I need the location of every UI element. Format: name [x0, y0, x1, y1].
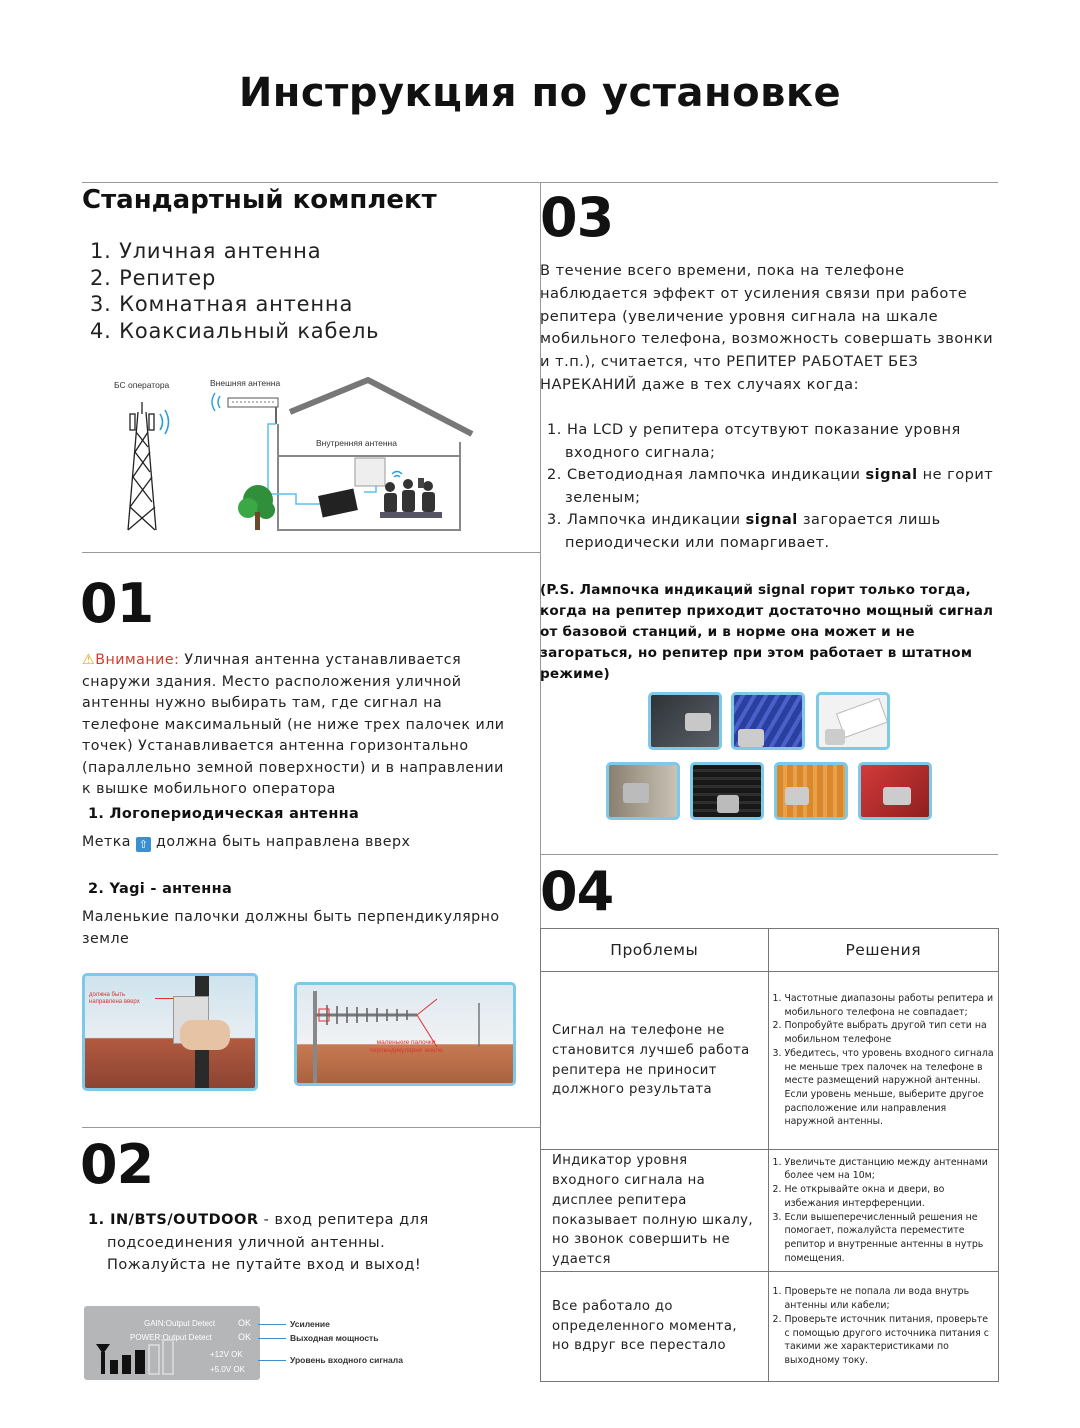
table-header-row	[541, 929, 999, 972]
callout-line	[258, 1360, 286, 1361]
table-row	[541, 1150, 999, 1272]
list-item: 2. Светодиодная лампочка индикации signal не горит зеленым;	[547, 467, 994, 506]
problem-cell: Сигнал на телефоне не становится лучшеб работа репитера не приносит должного результата	[541, 972, 769, 1150]
yagi-heading: 2. Yagi - антенна	[88, 881, 233, 897]
section-03-ps: (P.S. Лампочка индикаций signal горит только тогда, когда на репитер приходит достаточно мощный сигнал от базовой станций, и в норме она может и не загораться, но репитер при этом работает в штатном режиме)	[540, 582, 994, 682]
column-header-problems: Проблемы	[541, 929, 769, 972]
signal-waves-icon	[212, 393, 220, 411]
page-title: Инструкция по установке	[238, 70, 842, 116]
callout-line	[258, 1324, 286, 1325]
signal-bars-icon	[92, 1338, 202, 1376]
warning-icon: ⚠	[82, 652, 96, 668]
logperiodic-heading: 1. Логопериодическая антенна	[88, 806, 360, 822]
gain-ok: OK	[238, 1318, 252, 1328]
list-item: 2. Репитер	[90, 265, 217, 290]
outdoor-antenna-label: Внешняя антенна	[210, 378, 281, 388]
section-01-number: 01	[80, 572, 154, 635]
solution-cell: 1. Частотные диапазоны работы репитера и мобильного телефона не совпадает; 2. Попробуйте выбрать другой тип сети на мобильном телефоне 3. Убедитесь, что уровень входного сигнала не меньше трех палочек на телефоне в месте размещений наружной антенны. Если уровень меньше, выберите другое расположение или направления наружной антенны.	[768, 972, 998, 1150]
solution-cell: 1. Увеличьте дистанцию между антеннами более чем на 10м; 2. Не открывайте окна и двери, во избежания интерференции. 3. Если вышеперечисленный решения не помогает, пожалуйста переместите репитор и внутренные антенны в нутрь помещения.	[768, 1150, 998, 1272]
kit-list	[90, 238, 379, 344]
column-header-solutions: Решения	[768, 929, 998, 972]
gain-label: GAIN:Output Detect	[144, 1319, 216, 1328]
section-02-number: 02	[80, 1133, 154, 1196]
yagi-photo	[294, 982, 516, 1086]
section-03-list	[547, 419, 999, 554]
indoor-antenna-icon	[355, 458, 385, 486]
list-item: 3. Лампочка индикации signal загорается лишь периодически или помаргивает.	[547, 512, 941, 551]
section-03-number: 03	[540, 186, 614, 249]
list-item: 3. Комнатная антенна	[90, 292, 354, 316]
arrow-up-icon: ⇧	[136, 837, 151, 852]
yagi-text: Маленькие палочки должны быть перпендикулярно земле	[82, 909, 500, 947]
yagi-photo-label: маленькие палочки перпендикулярно земле	[369, 1039, 443, 1054]
divider-left-1	[82, 552, 540, 553]
tower-icon	[128, 402, 156, 530]
repeater-icon	[318, 488, 358, 517]
voltage-5: +5.0V OK	[210, 1365, 245, 1374]
callout-power: Выходная мощность	[290, 1333, 379, 1343]
repeater-photo	[690, 762, 764, 820]
solution-cell: 1. Проверьте не попала ли вода внутрь антенны или кабели; 2. Проверьте источник питания, проверьте с помощью другого источника питания с такими же характеристиками по выходному току.	[768, 1272, 998, 1382]
divider-right-1	[540, 854, 998, 855]
callout-line	[258, 1338, 286, 1339]
divider-left-2	[82, 1127, 540, 1128]
callout-gain: Усиление	[290, 1319, 330, 1329]
section-03-intro: В течение всего времени, пока на телефоне наблюдается эффект от усиления связи при работе репитера (увеличение уровня сигнала на шкале мобильного телефона, возможность совершать звонки и т.п.), считается, что РЕПИТЕР РАБОТАЕТ БЕЗ НАРЕКАНИЙ даже в тех случаях когда:	[540, 262, 994, 393]
repeater-photo	[606, 762, 680, 820]
power-label: POWER:Output Detect	[130, 1333, 212, 1342]
wifi-icon	[392, 472, 402, 478]
list-item: 1. Уличная антенна	[90, 239, 322, 263]
installation-diagram	[100, 372, 490, 537]
list-item: 1. На LCD у репитера отсутвуют показание уровня входного сигнала;	[547, 422, 961, 461]
list-item: 4. Коаксиальный кабель	[90, 318, 380, 343]
signal-waves-icon	[160, 410, 169, 434]
section-01-text	[82, 650, 512, 801]
logperiodic-photo-label: должна быть направлена вверх	[89, 992, 140, 1005]
power-ok: OK	[238, 1332, 252, 1342]
problem-cell: Все работало до определенного момента, но вдруг все перестало	[541, 1272, 769, 1382]
troubleshooting-table	[540, 928, 999, 1382]
kit-title: Стандартный комплект	[82, 185, 437, 215]
indoor-antenna-label: Внутренняя антенна	[316, 438, 397, 448]
warning-text: Уличная антенна устанавливается снаружи здания. Место расположения уличной антенны нужно выбирать там, где сигнал на телефоне максимальный (не ниже трех палочек или точек) Устанавливается антенна горизонтально (параллельно земной поверхности) и в направлении к вышке мобильного оператора	[82, 652, 505, 797]
table-row	[541, 972, 999, 1150]
outdoor-antenna-icon	[228, 398, 278, 424]
logperiodic-text: Метка ⇧ должна быть направлена вверх	[82, 834, 411, 851]
section-04-number: 04	[540, 860, 614, 923]
voltage-12: +12V OK	[210, 1350, 243, 1359]
problem-cell: Индикатор уровня входного сигнала на дисплее репитера показывает полную шкалу, но звонок совершить не удается	[541, 1150, 769, 1272]
tree-icon	[238, 485, 275, 530]
people-icon	[380, 479, 442, 518]
house-icon	[278, 380, 472, 530]
repeater-photo	[816, 692, 890, 750]
repeater-photo	[731, 692, 805, 750]
repeater-photo	[774, 762, 848, 820]
section-02-text: 1. IN/BTS/OUTDOOR - вход репитера для подсоединения уличной антенны. Пожалуйста не путайте вход и выход!	[88, 1212, 429, 1273]
repeater-photo	[648, 692, 722, 750]
phone-icon	[418, 478, 424, 488]
table-row	[541, 1272, 999, 1382]
warning-label: Внимание:	[95, 652, 180, 668]
bs-label: БС оператора	[114, 380, 170, 390]
logperiodic-photo	[82, 973, 258, 1091]
repeater-photo	[858, 762, 932, 820]
callout-signal: Уровень входного сигнала	[290, 1355, 403, 1365]
